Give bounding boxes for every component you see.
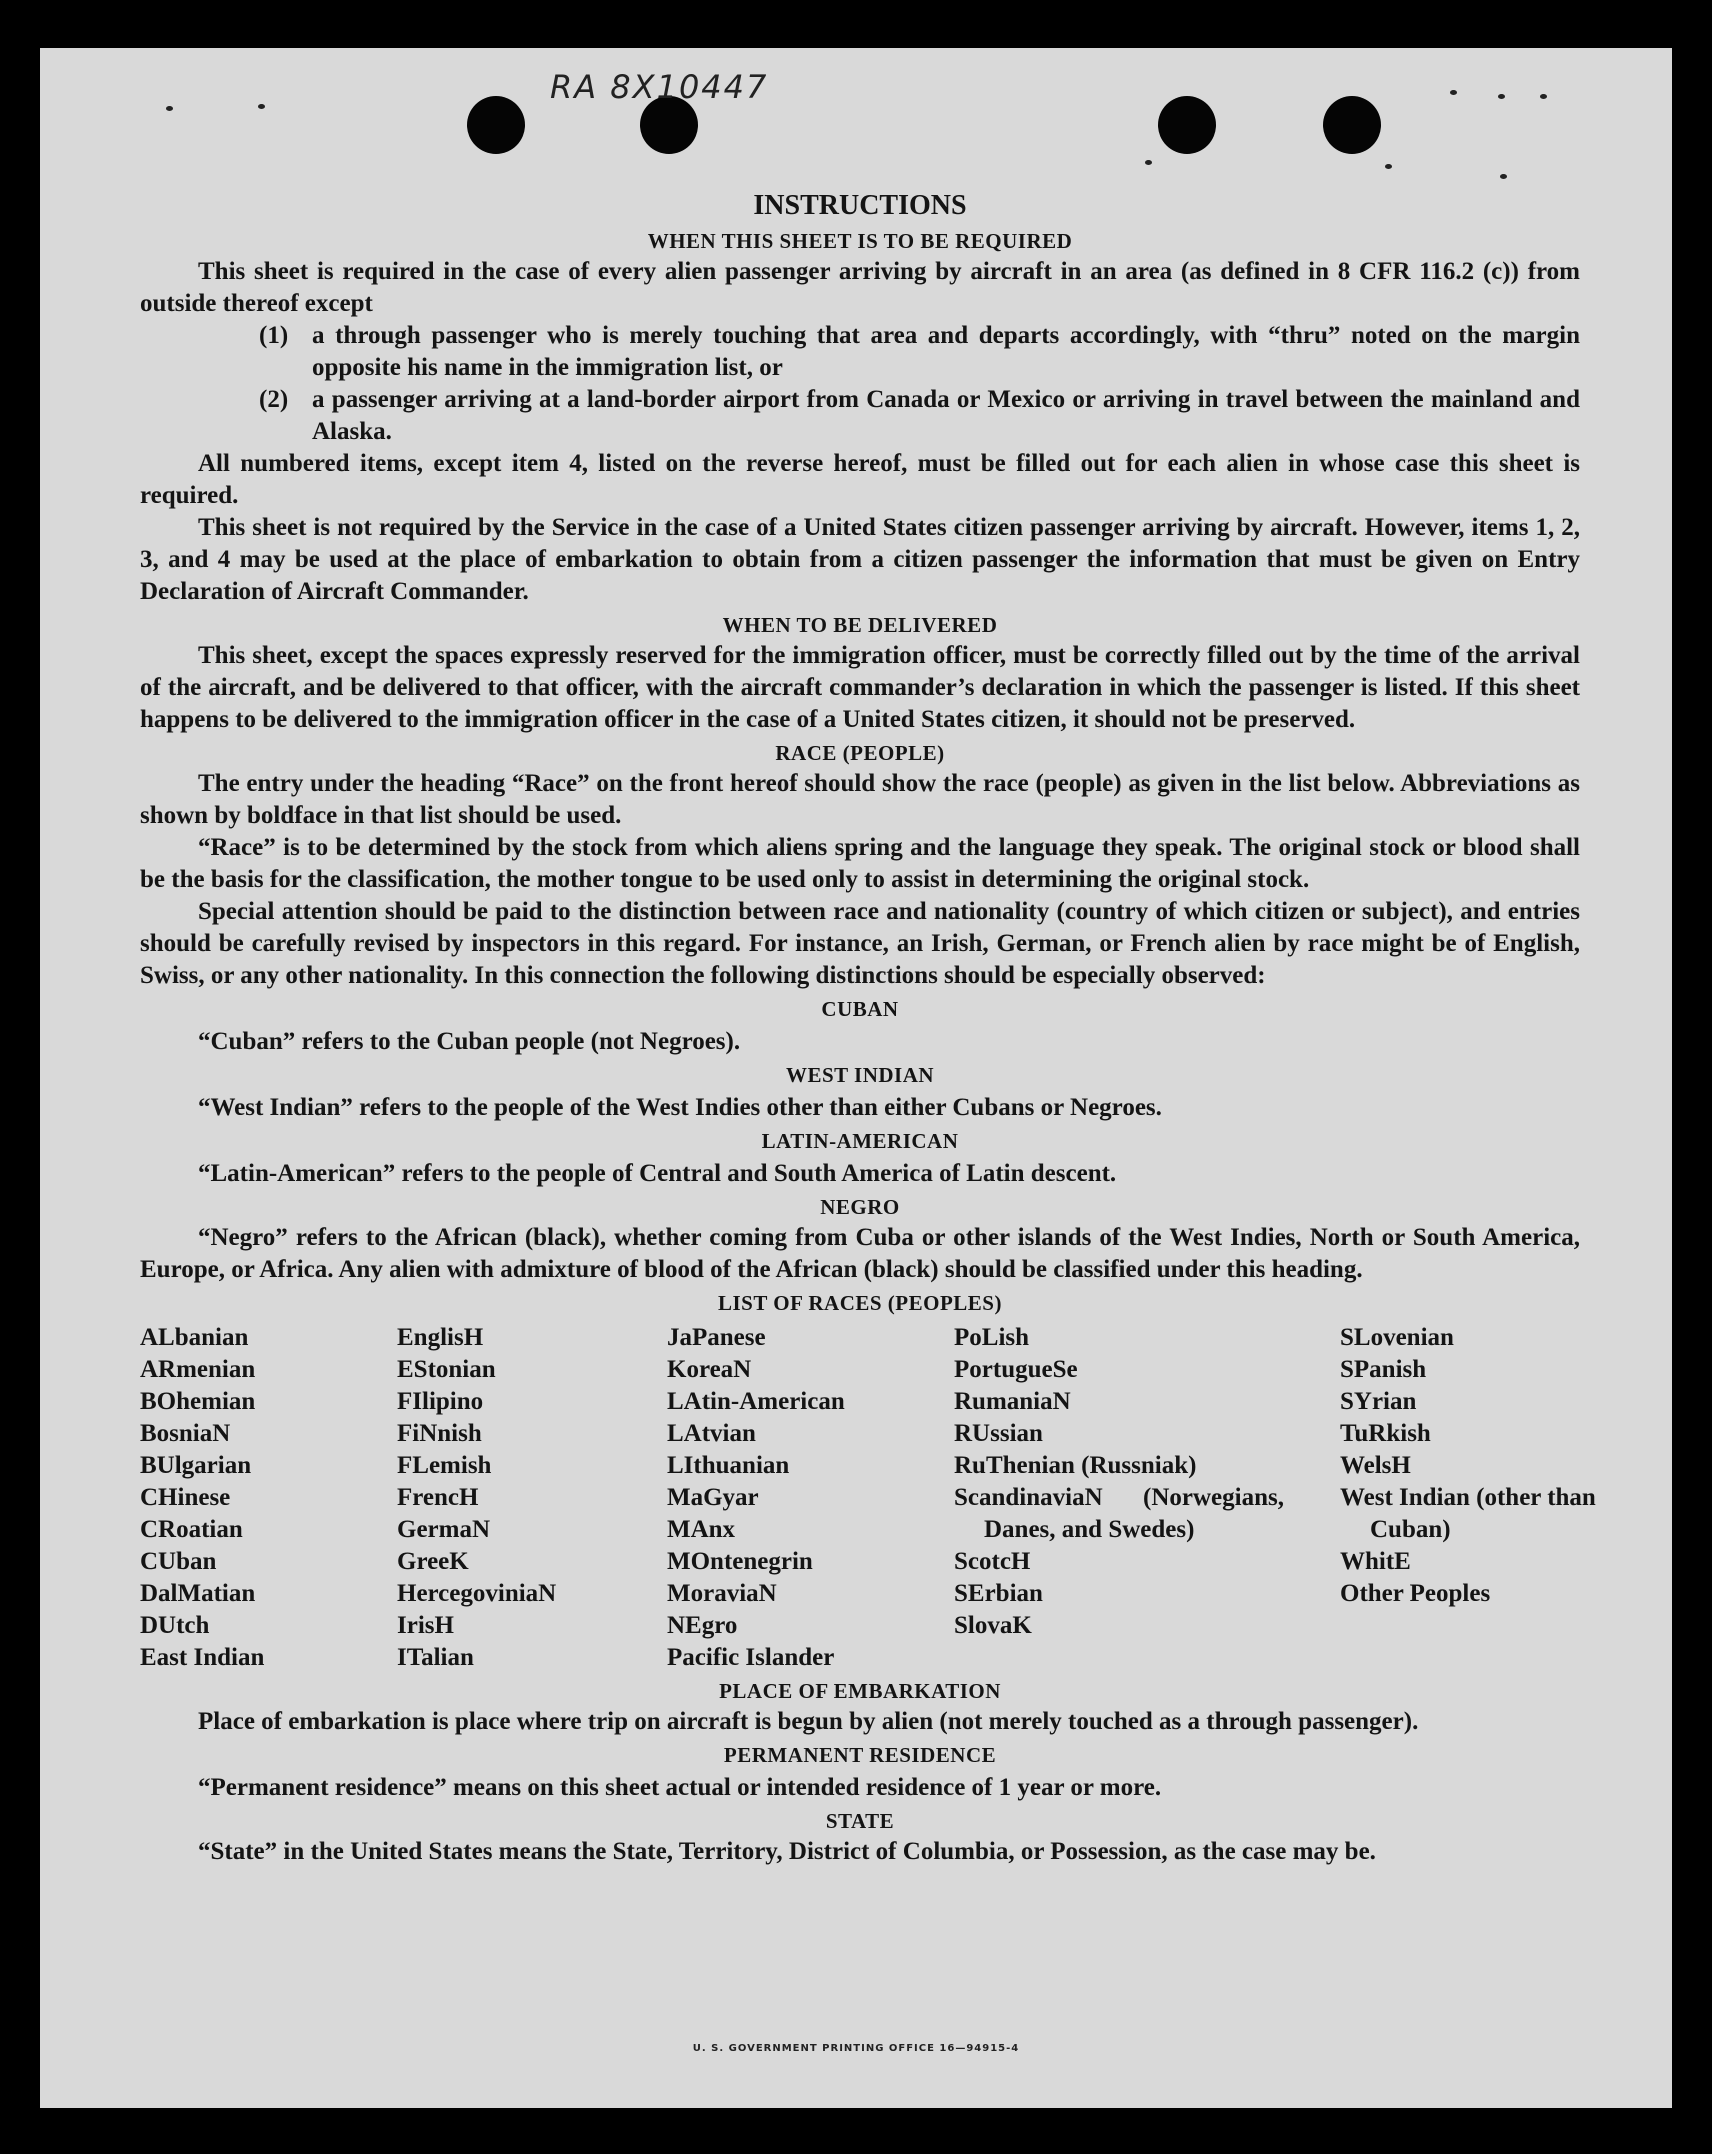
- paragraph: This sheet is not required by the Service in the case of a United States citizen passenger arriving by aircraft. However, items 1, 2, 3, and 4 may be used at the place of embarkation to obtain from a citizen passenger the information that must be given on Entry Declaration of Aircraft Commander.: [140, 514, 1580, 605]
- race-item: EnglisH: [397, 1324, 484, 1351]
- speck: [166, 106, 173, 111]
- speck: [1385, 164, 1392, 169]
- race-item: DalMatian: [140, 1580, 256, 1607]
- race-item: ALbanian: [140, 1324, 249, 1351]
- race-item: PoLish: [954, 1324, 1030, 1351]
- exception-item: [259, 384, 1580, 448]
- speck: [1540, 94, 1547, 99]
- race-item: JaPanese: [667, 1324, 766, 1351]
- definition: “West Indian” refers to the people of the West Indies other than either Cubans or Negroes.: [198, 1094, 1162, 1121]
- race-item: TuRkish: [1340, 1420, 1431, 1447]
- race-item: DUtch: [140, 1612, 210, 1639]
- handwritten-file-number: RA 8X10447: [550, 68, 769, 106]
- race-item: FiNnish: [397, 1420, 482, 1447]
- definition: “State” in the United States means the State, Territory, District of Columbia, or Possession, as the case may be.: [198, 1838, 1376, 1865]
- race-item: ScandinaviaN (Norwegians, Danes, and Swedes): [954, 1484, 1284, 1543]
- instructions-body: [140, 188, 1596, 1868]
- section-heading: PLACE OF EMBARKATION: [719, 1679, 1001, 1703]
- subsection-heading: CUBAN: [821, 997, 899, 1021]
- punch-hole: [1323, 96, 1381, 154]
- race-item: IrisH: [397, 1612, 454, 1639]
- race-item: East Indian: [140, 1644, 265, 1671]
- race-item: HercegoviniaN: [397, 1580, 557, 1607]
- race-column: [667, 1322, 954, 1674]
- item-number: (1): [259, 322, 289, 349]
- speck: [1498, 94, 1505, 99]
- race-item: BOhemian: [140, 1388, 256, 1415]
- race-item: PortugueSe: [954, 1356, 1078, 1383]
- subsection-heading: LATIN-AMERICAN: [761, 1129, 959, 1153]
- subsection-heading: WEST INDIAN: [785, 1063, 935, 1087]
- race-item: ScotcH: [954, 1548, 1031, 1575]
- punch-hole: [467, 96, 525, 154]
- race-item: WhitE: [1340, 1548, 1411, 1575]
- race-item: MoraviaN: [667, 1580, 777, 1607]
- speck: [1450, 90, 1457, 95]
- race-item: West Indian (other than Cuban): [1340, 1484, 1596, 1543]
- race-item: CHinese: [140, 1484, 231, 1511]
- paragraph: This sheet, except the spaces expressly reserved for the immigration officer, must be correctly filled out by the time of the arrival of the aircraft, and be delivered to that officer, with the aircraft commander’s declaration in which the passenger is listed. If this sheet happens to be delivered to the immigration officer in the case of a United States citizen, it should not be preserved.: [140, 642, 1580, 733]
- race-item: WelsH: [1340, 1452, 1411, 1479]
- race-item: EStonian: [397, 1356, 496, 1383]
- race-item: CUban: [140, 1548, 217, 1575]
- definition: “Latin-American” refers to the people of Central and South America of Latin descent.: [198, 1160, 1117, 1187]
- race-item: BUlgarian: [140, 1452, 252, 1479]
- paragraph: “Race” is to be determined by the stock from which aliens spring and the language they speak. The original stock or blood shall be the basis for the classification, the mother tongue to be used only to assist in determining the original stock.: [140, 834, 1580, 893]
- race-item: MAnx: [667, 1516, 736, 1543]
- race-item: SLovenian: [1340, 1324, 1454, 1351]
- speck: [1145, 160, 1152, 165]
- section-heading: WHEN TO BE DELIVERED: [722, 613, 998, 637]
- race-column: [397, 1322, 667, 1674]
- speck: [1500, 174, 1507, 179]
- race-column: [1340, 1322, 1596, 1674]
- race-item: GreeK: [397, 1548, 469, 1575]
- race-item: MaGyar: [667, 1484, 759, 1511]
- race-item: RuThenian (Russniak): [954, 1452, 1197, 1479]
- race-item: Pacific Islander: [667, 1644, 835, 1671]
- section-heading: LIST OF RACES (PEOPLES): [718, 1291, 1002, 1315]
- race-item: MOntenegrin: [667, 1548, 813, 1575]
- paragraph: All numbered items, except item 4, listed on the reverse hereof, must be filled out for each alien in whose case this sheet is required.: [140, 450, 1580, 509]
- race-column: [954, 1322, 1340, 1674]
- section-heading: STATE: [825, 1809, 895, 1833]
- race-item: FLemish: [397, 1452, 492, 1479]
- definition: “Permanent residence” means on this sheet actual or intended residence of 1 year or more.: [198, 1774, 1162, 1801]
- race-column: [140, 1322, 397, 1674]
- definition: Place of embarkation is place where trip on aircraft is begun by alien (not merely touched as a through passenger).: [198, 1708, 1419, 1735]
- race-item: CRoatian: [140, 1516, 243, 1543]
- section-heading: WHEN THIS SHEET IS TO BE REQUIRED: [647, 229, 1073, 253]
- race-item: LIthuanian: [667, 1452, 790, 1479]
- paragraph: The entry under the heading “Race” on the front hereof should show the race (people) as given in the list below. Abbreviations as shown by boldface in that list should be used.: [140, 770, 1580, 829]
- race-item: FIlipino: [397, 1388, 484, 1415]
- race-item: LAtin-American: [667, 1388, 845, 1415]
- subsection-heading: NEGRO: [820, 1195, 900, 1219]
- race-item: LAtvian: [667, 1420, 756, 1447]
- race-item: RUssian: [954, 1420, 1043, 1447]
- speck: [258, 104, 265, 109]
- definition: “Negro” refers to the African (black), whether coming from Cuba or other islands of the West Indies, North or South America, Europe, or Africa. Any alien with admixture of blood of the African (black) should be classified under this heading.: [140, 1224, 1580, 1283]
- printer-imprint: U. S. GOVERNMENT PRINTING OFFICE 16—94915-4: [692, 2043, 1020, 2054]
- item-text: a through passenger who is merely touching that area and departs accordingly, with “thru” noted on the margin opposite his name in the immigration list, or: [312, 322, 1580, 381]
- race-item: ITalian: [397, 1644, 474, 1671]
- race-item: KoreaN: [667, 1356, 752, 1383]
- exception-item: [259, 320, 1580, 384]
- race-item: RumaniaN: [954, 1388, 1071, 1415]
- race-list: [140, 1322, 1596, 1674]
- race-item: SYrian: [1340, 1388, 1417, 1415]
- race-item: SErbian: [954, 1580, 1043, 1607]
- page-title: INSTRUCTIONS: [753, 190, 967, 221]
- item-text: a passenger arriving at a land-border airport from Canada or Mexico or arriving in travel between the mainland and Alaska.: [312, 386, 1580, 445]
- race-item: FrencH: [397, 1484, 479, 1511]
- section-heading: PERMANENT RESIDENCE: [723, 1743, 997, 1767]
- paragraph: Special attention should be paid to the distinction between race and nationality (country of which citizen or subject), and entries should be carefully revised by inspectors in this regard. For instance, an Irish, German, or French alien by race might be of English, Swiss, or any other nationality. In this connection the following distinctions should be especially observed:: [140, 898, 1580, 989]
- race-item: BosniaN: [140, 1420, 231, 1447]
- section-heading: RACE (PEOPLE): [775, 741, 945, 765]
- race-item: SlovaK: [954, 1612, 1032, 1639]
- race-item: SPanish: [1340, 1356, 1427, 1383]
- race-item: Other Peoples: [1340, 1580, 1491, 1607]
- race-item: GermaN: [397, 1516, 491, 1543]
- definition: “Cuban” refers to the Cuban people (not Negroes).: [198, 1028, 741, 1055]
- race-item: NEgro: [667, 1612, 738, 1639]
- item-number: (2): [259, 386, 289, 413]
- race-item: ARmenian: [140, 1356, 256, 1383]
- document-sheet: [40, 48, 1672, 2108]
- paragraph: This sheet is required in the case of every alien passenger arriving by aircraft in an area (as defined in 8 CFR 116.2 (c)) from outside thereof except: [140, 258, 1580, 317]
- punch-hole: [1158, 96, 1216, 154]
